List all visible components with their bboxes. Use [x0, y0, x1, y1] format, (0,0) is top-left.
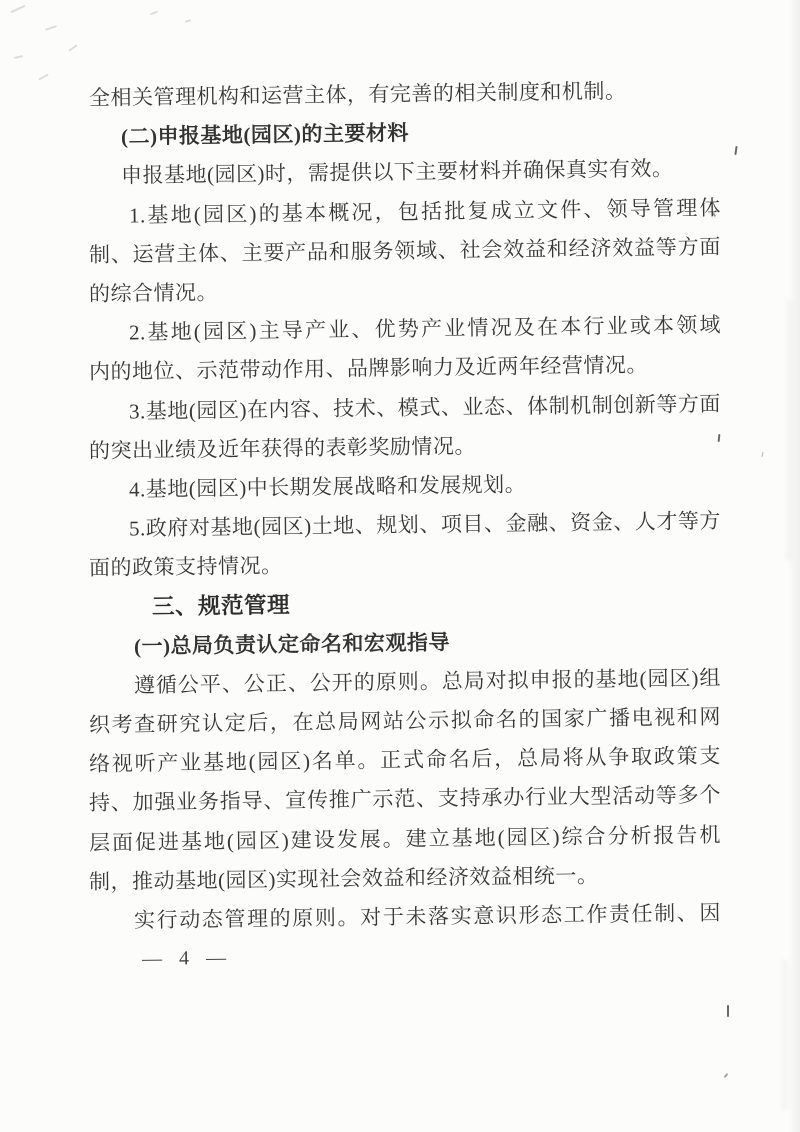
body-line: 1.基地(园区)的基本概况，包括批复成立文件、领导管理体: [128, 195, 722, 228]
body-line: 织考查研究认定后，在总局网站公示拟命名的国家广播电视和网: [88, 704, 722, 737]
body-line: 的突出业绩及近年获得的表彰奖励情况。: [88, 433, 477, 463]
body-line: 制，推动基地(园区)实现社会效益和经济效益相统一。: [88, 863, 599, 894]
body-line: 4.基地(园区)中长期发展战略和发展规划。: [128, 472, 527, 502]
body-line: 制、运营主体、主要产品和服务领域、社会效益和经济效益等方面: [88, 234, 722, 267]
section-heading: 三、规范管理: [151, 592, 291, 620]
body-line: 层面促进基地(园区)建设发展。建立基地(园区)综合分析报告机: [88, 822, 722, 855]
scan-streak: [782, 960, 788, 1110]
body-line: 内的地位、示范带动作用、品牌影响力及近两年经营情况。: [88, 352, 649, 385]
scan-smudge: [45, 25, 57, 31]
scan-streak: [786, 300, 792, 560]
scan-smudge: [150, 11, 158, 16]
body-line: 实行动态管理的原则。对于未落实意识形态工作责任制、因: [133, 900, 722, 933]
page-number: — 4 —: [141, 946, 230, 970]
subsection-heading: (一)总局负责认定命名和宏观指导: [133, 629, 451, 659]
scan-smudge: [10, 5, 25, 14]
scan-artifact: [727, 1005, 729, 1017]
body-line: 的综合情况。: [88, 280, 219, 306]
scan-artifact: [724, 1073, 729, 1078]
body-line: 络视听产业基地(园区)名单。正式命名后，总局将从争取政策支: [88, 743, 722, 777]
scan-artifact: [761, 452, 763, 457]
body-line: 5.政府对基地(园区)土地、规划、项目、金融、资金、人才等方: [128, 508, 722, 541]
scan-smudge: [14, 55, 23, 59]
body-line: 申报基地(园区)时，需提供以下主要材料并确保真实有效。: [120, 156, 674, 188]
scan-artifact: [734, 146, 737, 155]
body-line: 持、加强业务指导、宣传推广示范、支持承办行业大型活动等多个: [88, 783, 722, 816]
body-line: 面的政策支持情况。: [88, 553, 283, 581]
scan-smudge: [38, 74, 49, 81]
body-line: 全相关管理机构和运营主体，有完善的相关制度和机制。: [88, 78, 627, 110]
body-line: 2.基地(园区)主导产业、优势产业情况及在本行业或本领域: [128, 312, 722, 345]
subsection-heading: (二)申报基地(园区)的主要材料: [120, 121, 410, 149]
scan-edge-shadow: [788, 0, 800, 1132]
scan-smudge: [68, 44, 77, 51]
body-line: 遵循公平、公正、公开的原则。总局对拟申报的基地(园区)组: [133, 665, 722, 698]
document-text-block: [89, 79, 721, 941]
body-line: 3.基地(园区)在内容、技术、模式、业态、体制机制创新等方面: [128, 391, 722, 423]
scan-smudge: [185, 19, 191, 22]
